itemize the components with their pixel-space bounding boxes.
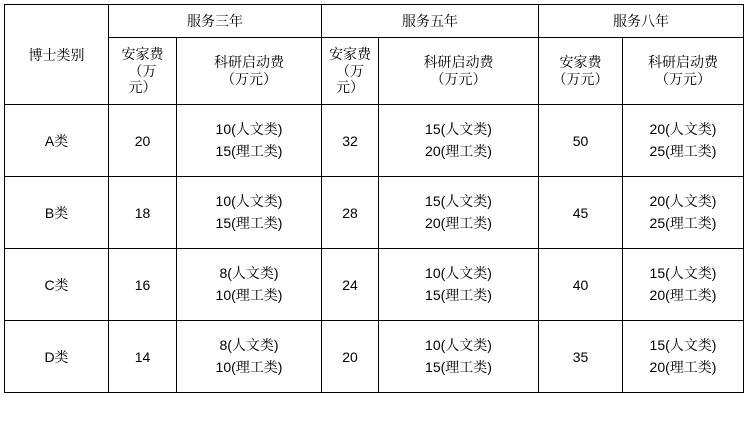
header-settling-fee-5y (322, 38, 379, 105)
startup-science: 10(理工类) (215, 359, 283, 375)
cell-startup-fund-8y (623, 321, 744, 393)
startup-science: 15(理工类) (425, 359, 492, 375)
startup-humanities: 10(人文类) (215, 120, 283, 137)
cell-settling-fee-8y: 45 (539, 177, 623, 249)
header-startup-fund-8y-line2: （万元） (655, 71, 711, 87)
cell-startup-fund-5y (379, 105, 539, 177)
header-settling-fee-3y-line1: 安家费（万 (121, 45, 164, 79)
header-startup-fund-8y-line1: 科研启动费 (648, 53, 718, 70)
cell-settling-fee-3y: 20 (109, 105, 177, 177)
table-row (5, 321, 744, 393)
startup-humanities: 8(人文类) (219, 336, 279, 353)
header-startup-fund-3y-line1: 科研启动费 (214, 53, 284, 70)
startup-science: 25(理工类) (649, 143, 717, 159)
startup-humanities: 15(人文类) (425, 120, 492, 137)
startup-humanities: 20(人文类) (649, 192, 717, 209)
table-body (5, 105, 744, 393)
cell-settling-fee-3y: 18 (109, 177, 177, 249)
startup-science: 20(理工类) (649, 359, 717, 375)
header-settling-fee-3y-line2: 元） (128, 79, 157, 96)
startup-humanities: 10(人文类) (425, 336, 492, 353)
cell-startup-fund-3y (177, 321, 322, 393)
cell-startup-fund-3y (177, 177, 322, 249)
startup-science: 20(理工类) (425, 143, 492, 159)
header-group-8y: 服务八年 (539, 5, 744, 38)
cell-settling-fee-5y: 24 (322, 249, 379, 321)
header-settling-fee-5y-line1: 安家费（万 (329, 45, 371, 79)
startup-science: 20(理工类) (649, 287, 717, 303)
row-category: A类 (5, 105, 109, 177)
header-startup-fund-5y-line1: 科研启动费 (423, 53, 494, 70)
table-header (5, 5, 744, 105)
header-startup-fund-3y-line2: （万元） (221, 71, 277, 87)
header-settling-fee-5y-line2: 元） (336, 79, 364, 96)
header-group-3y: 服务三年 (109, 5, 322, 38)
header-startup-fund-8y (623, 38, 744, 105)
cell-settling-fee-5y: 32 (322, 105, 379, 177)
table-row (5, 177, 744, 249)
header-settling-fee-8y-line1: 安家费 (559, 53, 602, 70)
header-row-groups (5, 5, 744, 38)
startup-humanities: 8(人文类) (219, 264, 279, 281)
cell-settling-fee-3y: 16 (109, 249, 177, 321)
cell-startup-fund-5y (379, 249, 539, 321)
startup-science: 15(理工类) (425, 287, 492, 303)
cell-settling-fee-5y: 20 (322, 321, 379, 393)
cell-startup-fund-5y (379, 321, 539, 393)
cell-startup-fund-5y (379, 177, 539, 249)
cell-settling-fee-5y: 28 (322, 177, 379, 249)
startup-humanities: 10(人文类) (425, 264, 492, 281)
cell-settling-fee-8y: 50 (539, 105, 623, 177)
cell-startup-fund-8y (623, 105, 744, 177)
cell-startup-fund-8y (623, 177, 744, 249)
header-row-subcolumns (5, 38, 744, 105)
cell-settling-fee-8y: 40 (539, 249, 623, 321)
cell-startup-fund-8y (623, 249, 744, 321)
header-startup-fund-5y (379, 38, 539, 105)
startup-science: 10(理工类) (215, 287, 283, 303)
cell-startup-fund-3y (177, 249, 322, 321)
row-category: D类 (5, 321, 109, 393)
startup-science: 15(理工类) (215, 143, 283, 159)
startup-humanities: 10(人文类) (215, 192, 283, 209)
startup-science: 25(理工类) (649, 215, 717, 231)
header-settling-fee-8y (539, 38, 623, 105)
row-category: C类 (5, 249, 109, 321)
table-row (5, 249, 744, 321)
cell-startup-fund-3y (177, 105, 322, 177)
startup-humanities: 15(人文类) (425, 192, 492, 209)
header-settling-fee-3y (109, 38, 177, 105)
header-group-5y: 服务五年 (322, 5, 539, 38)
header-settling-fee-8y-line2: （万元） (552, 71, 609, 87)
header-startup-fund-3y (177, 38, 322, 105)
header-startup-fund-5y-line2: （万元） (430, 71, 487, 87)
doctor-benefits-table (4, 4, 744, 393)
header-category: 博士类别 (5, 5, 109, 105)
startup-humanities: 15(人文类) (649, 264, 717, 281)
table-row (5, 105, 744, 177)
startup-science: 20(理工类) (425, 215, 492, 231)
cell-settling-fee-8y: 35 (539, 321, 623, 393)
startup-humanities: 15(人文类) (649, 336, 717, 353)
startup-science: 15(理工类) (215, 215, 283, 231)
cell-settling-fee-3y: 14 (109, 321, 177, 393)
row-category: B类 (5, 177, 109, 249)
startup-humanities: 20(人文类) (649, 120, 717, 137)
